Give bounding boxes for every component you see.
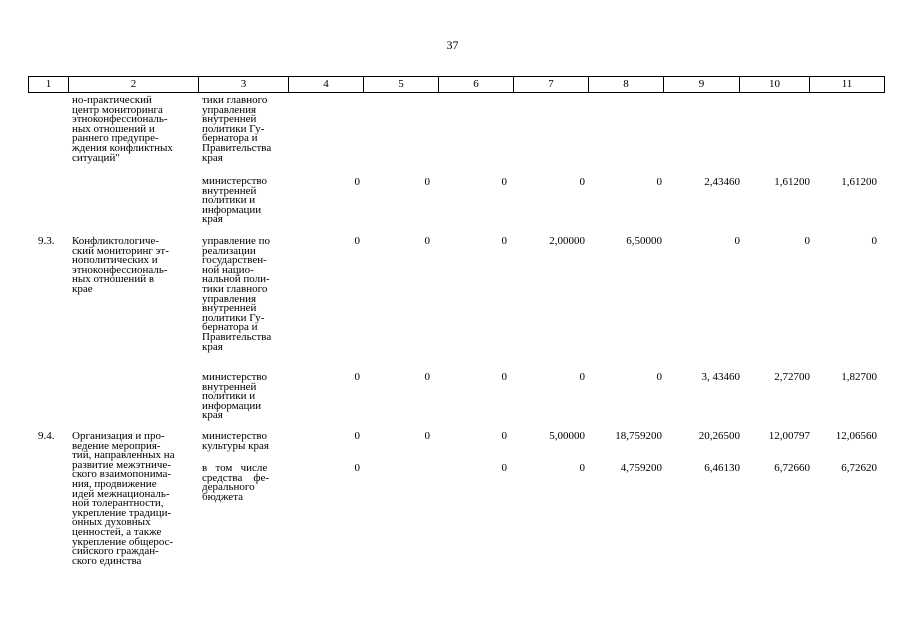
continued-measure-name: но-практический центр мониторинга этноконфессиональ- ных отношений и раннего предупре- ждения конфликтных ситуаций" [72,94,173,164]
row-value-col5: 0 [424,371,430,383]
row-value-col6: 0 [501,176,507,188]
row-value-col4: 0 [354,176,360,188]
row-value-col8: 0 [656,176,662,188]
row-value-col9: 20,26500 [698,430,740,442]
row-value-col6: 0 [501,430,507,442]
row-value-col5: 0 [424,430,430,442]
row-value-col9: 3, 43460 [701,371,740,383]
row-value-col7: 0 [579,462,585,474]
row-value-col11: 6,72620 [841,462,877,474]
row-value-col10: 12,00797 [768,430,810,442]
row-value-col7: 2,00000 [549,235,585,247]
continued-executor: тики главного управления внутренней политики Гу- бернатора и Правительства края [202,94,272,164]
row-value-col8: 6,50000 [626,235,662,247]
column-header-row [28,76,885,93]
row-value-col10: 1,61200 [774,176,810,188]
row-executor: управление по реализации государствен- ной нацио- нальной поли- тики главного управления внутренней политики Гу- бернатора и Правительства края [202,235,272,353]
col-header-6: 6 [439,77,514,93]
row-executor: министерство внутренней политики и информации края [202,175,268,226]
row-executor: в том числе средства фе- дерального бюджета [202,462,270,503]
row-value-col11: 1,61200 [841,176,877,188]
row-value-col6: 0 [501,235,507,247]
row-executor: министерство культуры края [202,430,269,452]
col-header-9: 9 [664,77,740,93]
row-value-col10: 2,72700 [774,371,810,383]
col-header-5: 5 [364,77,439,93]
row-value-col5: 0 [424,176,430,188]
col-header-2: 2 [69,77,199,93]
col-header-11: 11 [810,77,885,93]
row-value-col4: 0 [354,371,360,383]
row-value-col9: 6,46130 [704,462,740,474]
row-value-col8: 18,759200 [615,430,662,442]
col-header-4: 4 [289,77,364,93]
row-number: 9.4. [38,430,55,442]
row-executor: министерство внутренней политики и информации края [202,371,268,422]
row-value-col7: 5,00000 [549,430,585,442]
col-header-8: 8 [589,77,664,93]
row-value-col11: 12,06560 [835,430,877,442]
col-header-10: 10 [740,77,810,93]
row-value-col11: 0 [871,235,877,247]
row-value-col6: 0 [501,371,507,383]
row-measure-name: Конфликтологиче- ский мониторинг эт- нополитических и этноконфессиональ- ных отношений в крае [72,235,169,295]
row-value-col4: 0 [354,430,360,442]
row-value-col4: 0 [354,235,360,247]
page-number: 37 [446,38,459,52]
row-value-col9: 0 [734,235,740,247]
row-value-col8: 0 [656,371,662,383]
row-measure-name: Организация и про- ведение мероприя- тий, направленных на развитие межэтниче- ского взаимопонима- ния, продвижение идей межнациональ- ной толерантности, укрепление традици- онных духовных ценностей, а также укрепление общерос- сийского граждан- ского единства [72,430,175,567]
row-value-col8: 4,759200 [620,462,662,474]
col-header-7: 7 [514,77,589,93]
row-value-col11: 1,82700 [841,371,877,383]
row-value-col4: 0 [354,462,360,474]
row-value-col7: 0 [579,176,585,188]
row-value-col10: 0 [804,235,810,247]
row-value-col10: 6,72660 [774,462,810,474]
col-header-1: 1 [29,77,69,93]
row-value-col6: 0 [501,462,507,474]
row-value-col9: 2,43460 [704,176,740,188]
row-number: 9.3. [38,235,55,247]
row-value-col7: 0 [579,371,585,383]
row-value-col5: 0 [424,235,430,247]
col-header-3: 3 [199,77,289,93]
